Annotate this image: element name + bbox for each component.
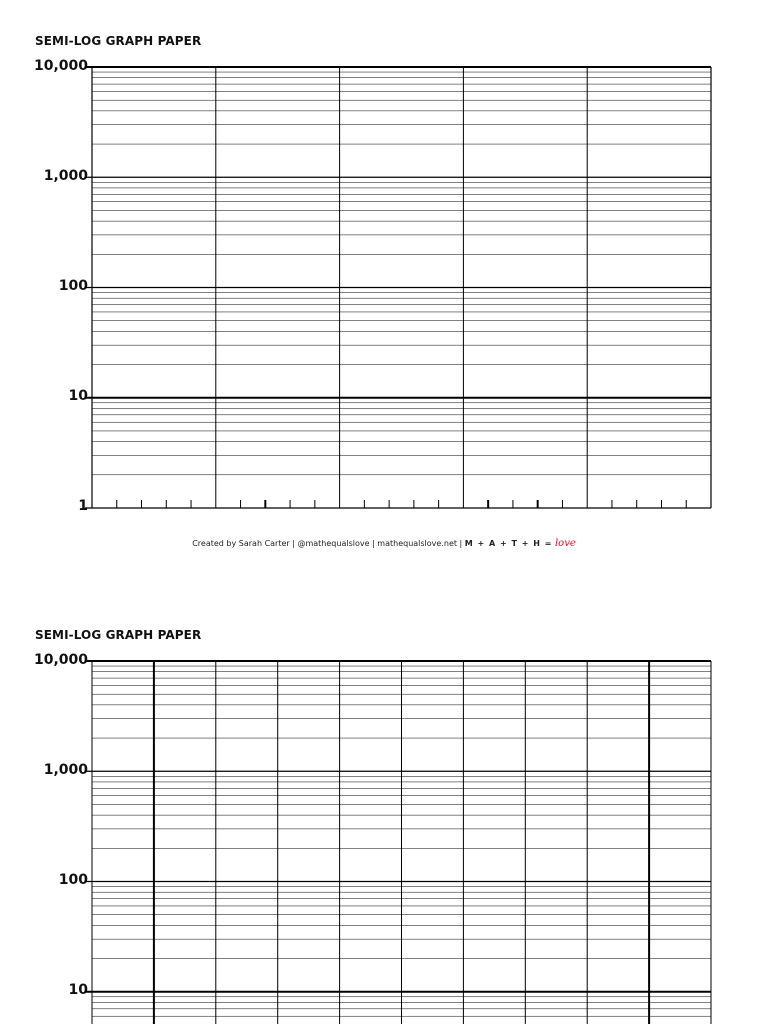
y-label-1000: 1,000 <box>43 168 88 184</box>
math-equation: M + A + T + H = <box>464 539 553 548</box>
y-label-10000: 10,000 <box>33 58 88 74</box>
y-label-10: 10 <box>68 388 88 404</box>
page-title-2: SEMI-LOG GRAPH PAPER <box>35 628 202 642</box>
y-label-100-b: 100 <box>58 872 88 888</box>
y-label-100: 100 <box>58 278 88 294</box>
credit-text: Created by Sarah Carter | @mathequalslove | mathequalslove.net | <box>192 539 463 548</box>
page-title: SEMI-LOG GRAPH PAPER <box>35 34 202 48</box>
y-label-1: 1 <box>78 498 88 514</box>
love-script: love <box>554 538 576 549</box>
y-label-10-b: 10 <box>68 982 88 998</box>
y-label-10000-b: 10,000 <box>33 652 88 668</box>
y-label-1000-b: 1,000 <box>43 762 88 778</box>
